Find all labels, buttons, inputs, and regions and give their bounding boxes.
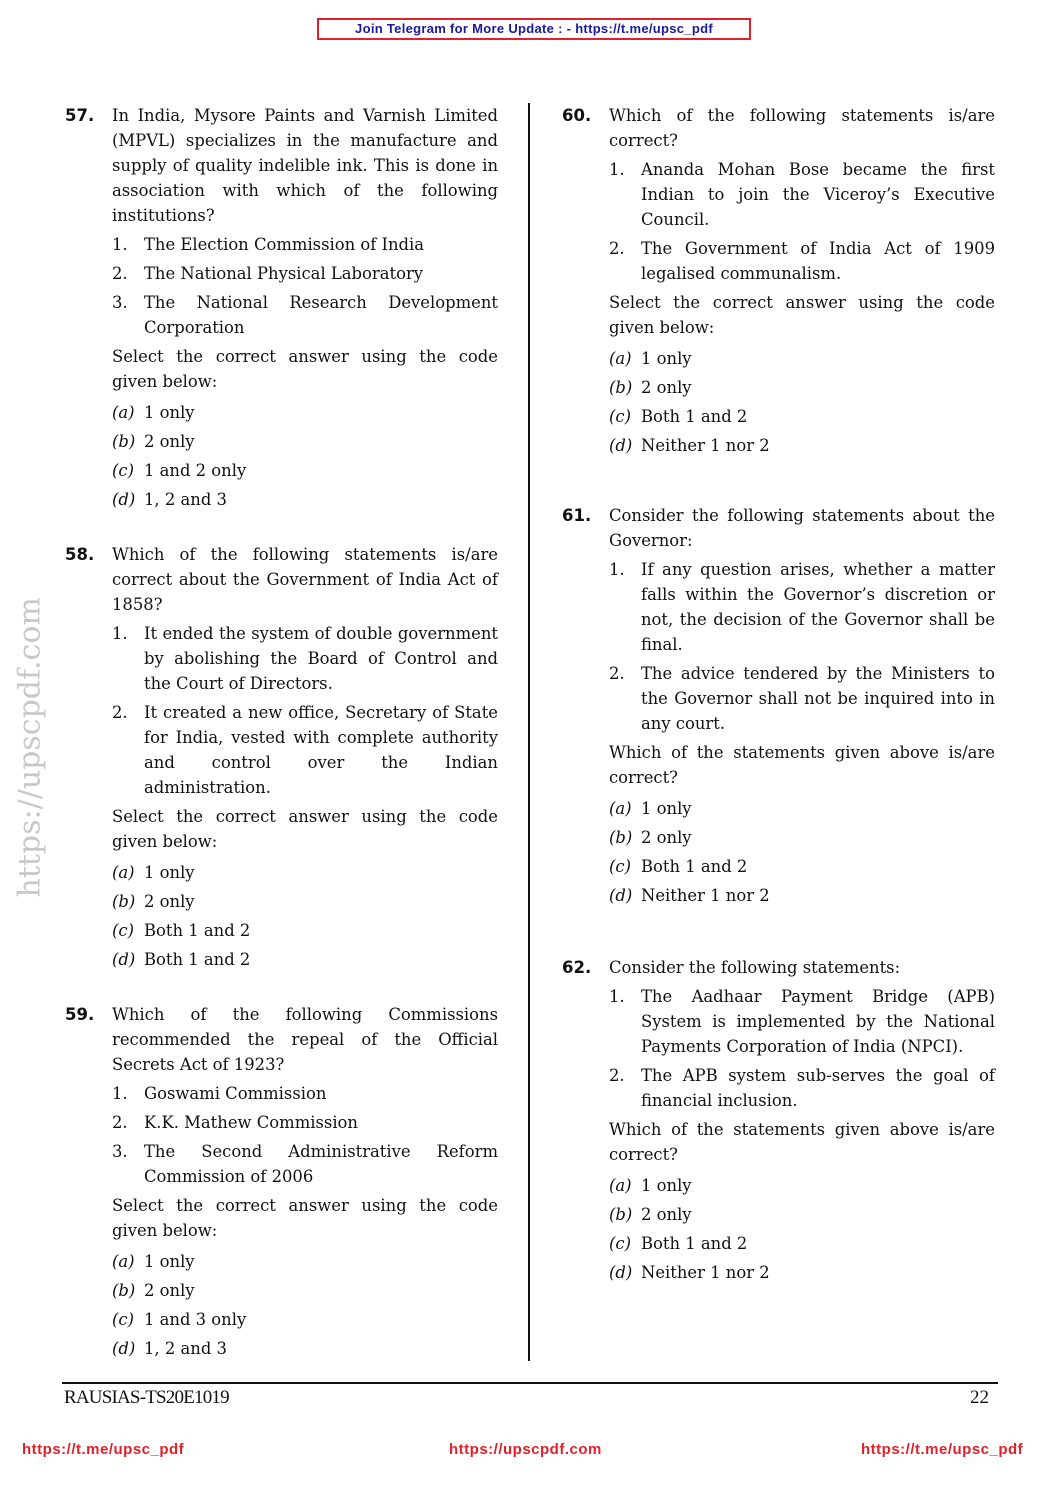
answer-option (112, 427, 498, 456)
question-body (609, 503, 995, 910)
statement-number: 2. (609, 239, 625, 258)
answer-option (112, 916, 498, 945)
option-text: 2 only (144, 892, 195, 911)
paper-code: RAUSIAS-TS20E1019 (64, 1387, 229, 1408)
option-label: (c) (609, 1234, 631, 1253)
option-label: (d) (609, 1263, 633, 1282)
statement-number: 2. (112, 703, 128, 722)
option-label: (b) (609, 828, 633, 847)
statement-number: 2. (609, 1066, 625, 1085)
question-62 (562, 955, 995, 1287)
footer-link-telegram-left[interactable]: https://t.me/upsc_pdf (22, 1441, 185, 1458)
statement (112, 1139, 498, 1189)
statement (609, 984, 995, 1059)
statement-text: The Second Administrative Reform Commission of 2006 (144, 1142, 498, 1186)
option-label: (d) (609, 886, 633, 905)
option-text: 2 only (641, 378, 692, 397)
option-label: (c) (112, 1310, 134, 1329)
question-stem: Consider the following statements about the Governor: (609, 506, 995, 550)
statement (609, 1063, 995, 1113)
statement (609, 557, 995, 657)
option-text: Neither 1 nor 2 (641, 1263, 770, 1282)
option-label: (a) (609, 349, 632, 368)
option-text: 1 and 3 only (144, 1310, 247, 1329)
answer-instruction: Select the correct answer using the code given below: (112, 347, 498, 391)
question-stem: In India, Mysore Paints and Varnish Limited (MPVL) specializes in the manufacture and supply of quality indelible ink. This is done in association with which of the following institutions? (112, 106, 498, 225)
statement-number: 2. (112, 1113, 128, 1132)
option-text: Both 1 and 2 (641, 857, 748, 876)
answer-option (609, 373, 995, 402)
option-label: (c) (609, 407, 631, 426)
answer-option (112, 456, 498, 485)
answer-option (609, 881, 995, 910)
option-label: (a) (609, 799, 632, 818)
answer-option (609, 1171, 995, 1200)
statement (112, 700, 498, 800)
column-divider (528, 103, 530, 1361)
option-text: Neither 1 nor 2 (641, 886, 770, 905)
statement (112, 290, 498, 340)
question-stem: Which of the following statements is/are correct about the Government of India Act of 1858? (112, 545, 498, 614)
answer-instruction: Select the correct answer using the code given below: (609, 293, 995, 337)
option-text: Both 1 and 2 (641, 1234, 748, 1253)
option-text: 1 and 2 only (144, 461, 247, 480)
option-label: (b) (112, 892, 136, 911)
question-number: 59. (65, 1005, 95, 1024)
option-label: (a) (609, 1176, 632, 1195)
statement-number: 1. (112, 1084, 128, 1103)
statement (112, 261, 498, 286)
question-number: 62. (562, 958, 592, 977)
option-text: 1 only (641, 1176, 692, 1195)
option-label: (d) (609, 436, 633, 455)
statement-number: 1. (609, 560, 625, 579)
answer-option (609, 402, 995, 431)
option-label: (c) (112, 921, 134, 940)
statement-number: 1. (112, 624, 128, 643)
statement-text: Ananda Mohan Bose became the first Indian to join the Viceroy’s Executive Council. (641, 160, 995, 229)
question-number: 60. (562, 106, 592, 125)
question-stem: Consider the following statements: (609, 958, 901, 977)
answer-option (609, 344, 995, 373)
statement-number: 2. (609, 664, 625, 683)
statement-text: The APB system sub-serves the goal of financial inclusion. (641, 1066, 995, 1110)
statement (112, 621, 498, 696)
option-text: 1, 2 and 3 (144, 1339, 227, 1358)
statement-number: 3. (112, 293, 128, 312)
option-text: 1 only (144, 863, 195, 882)
statement-text: It created a new office, Secretary of State for India, vested with complete authority and control over the Indian administration. (144, 703, 498, 797)
option-label: (b) (609, 378, 633, 397)
question-57 (65, 103, 498, 514)
option-text: 2 only (641, 1205, 692, 1224)
statement-text: K.K. Mathew Commission (144, 1113, 358, 1132)
option-label: (d) (112, 1339, 136, 1358)
question-stem: Which of the following Commissions recommended the repeal of the Official Secrets Act of 1923? (112, 1005, 498, 1074)
statement-text: The National Physical Laboratory (144, 264, 424, 283)
watermark: https://upscpdf.com (12, 597, 48, 898)
statement-number: 1. (112, 235, 128, 254)
option-text: Neither 1 nor 2 (641, 436, 770, 455)
question-number: 57. (65, 106, 95, 125)
statement (112, 1110, 498, 1135)
option-text: 2 only (641, 828, 692, 847)
answer-option (112, 945, 498, 974)
answer-option (609, 1258, 995, 1287)
question-number: 58. (65, 545, 95, 564)
statement (609, 661, 995, 736)
question-body (609, 955, 995, 1287)
option-text: 1, 2 and 3 (144, 490, 227, 509)
option-label: (d) (112, 490, 136, 509)
telegram-banner[interactable]: Join Telegram for More Update : - https://t.me/upsc_pdf (317, 18, 751, 40)
question-body (609, 103, 995, 460)
answer-option (112, 858, 498, 887)
question-body (112, 103, 498, 514)
answer-option (609, 1200, 995, 1229)
question-60 (562, 103, 995, 460)
option-text: 2 only (144, 432, 195, 451)
statement-text: The Election Commission of India (144, 235, 425, 254)
answer-instruction: Select the correct answer using the code given below: (112, 807, 498, 851)
answer-option (609, 1229, 995, 1258)
statement (112, 1081, 498, 1106)
footer-link-website[interactable]: https://upscpdf.com (449, 1441, 602, 1458)
option-text: 1 only (641, 799, 692, 818)
answer-option (112, 1305, 498, 1334)
question-body (112, 1002, 498, 1363)
page-number: 22 (970, 1387, 989, 1408)
option-label: (a) (112, 403, 135, 422)
option-text: 2 only (144, 1281, 195, 1300)
answer-instruction: Select the correct answer using the code given below: (112, 1196, 498, 1240)
answer-option (609, 794, 995, 823)
option-label: (b) (112, 432, 136, 451)
statement-text: Goswami Commission (144, 1084, 327, 1103)
option-text: 1 only (641, 349, 692, 368)
statement (112, 232, 498, 257)
option-text: Both 1 and 2 (144, 921, 251, 940)
statement-text: The Government of India Act of 1909 legalised communalism. (641, 239, 995, 283)
option-label: (b) (609, 1205, 633, 1224)
answer-option (609, 431, 995, 460)
question-body (112, 542, 498, 974)
statement-number: 3. (112, 1142, 128, 1161)
answer-option (112, 1247, 498, 1276)
option-text: Both 1 and 2 (641, 407, 748, 426)
question-61 (562, 503, 995, 910)
statement-text: If any question arises, whether a matter falls within the Governor’s discretion or not, the decision of the Governor shall be final. (641, 560, 995, 654)
answer-option (609, 823, 995, 852)
option-label: (d) (112, 950, 136, 969)
option-label: (c) (609, 857, 631, 876)
question-stem: Which of the following statements is/are correct? (609, 106, 995, 150)
option-label: (b) (112, 1281, 136, 1300)
question-number: 61. (562, 506, 592, 525)
option-text: Both 1 and 2 (144, 950, 251, 969)
statement-text: It ended the system of double government by abolishing the Board of Control and the Court of Directors. (144, 624, 498, 693)
option-label: (a) (112, 863, 135, 882)
statement (609, 157, 995, 232)
footer-link-telegram-right[interactable]: https://t.me/upsc_pdf (861, 1441, 1024, 1458)
statement-number: 2. (112, 264, 128, 283)
option-label: (c) (112, 461, 134, 480)
statement-text: The National Research Development Corporation (144, 293, 498, 337)
statement (609, 236, 995, 286)
statement-number: 1. (609, 987, 625, 1006)
statement-text: The advice tendered by the Ministers to the Governor shall not be inquired into in any court. (641, 664, 995, 733)
question-59 (65, 1002, 498, 1363)
answer-option (112, 1334, 498, 1363)
option-text: 1 only (144, 403, 195, 422)
answer-option (112, 1276, 498, 1305)
option-text: 1 only (144, 1252, 195, 1271)
answer-option (112, 485, 498, 514)
footer-rule (62, 1382, 998, 1384)
statement-text: The Aadhaar Payment Bridge (APB) System is implemented by the National Payments Corporation of India (NPCI). (641, 987, 995, 1056)
option-label: (a) (112, 1252, 135, 1271)
answer-option (112, 887, 498, 916)
answer-option (112, 398, 498, 427)
statement-number: 1. (609, 160, 625, 179)
question-58 (65, 542, 498, 974)
answer-option (609, 852, 995, 881)
answer-instruction: Which of the statements given above is/are correct? (609, 1120, 995, 1164)
answer-instruction: Which of the statements given above is/are correct? (609, 743, 995, 787)
